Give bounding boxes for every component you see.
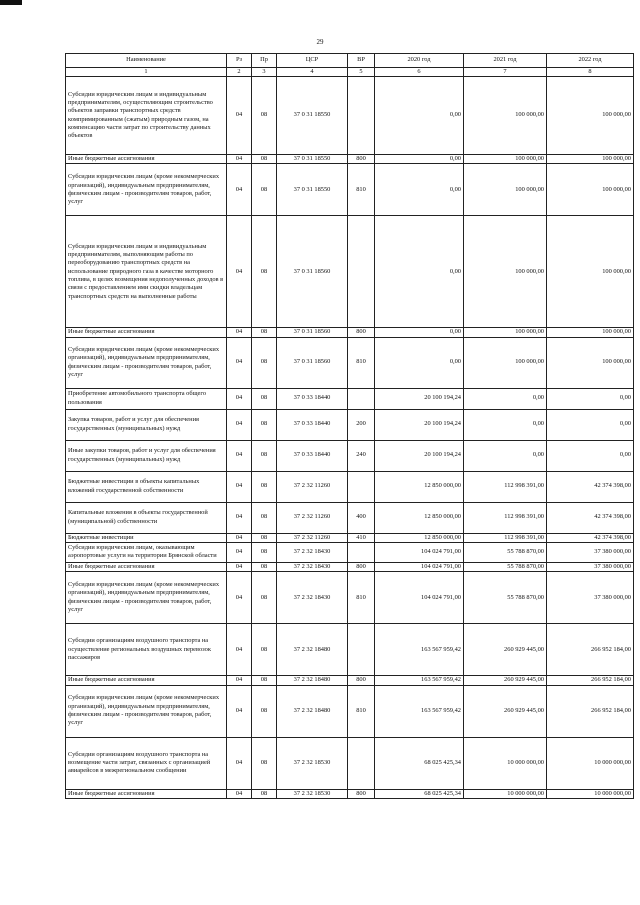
- row-value-2020: 20 100 194,24: [375, 440, 464, 471]
- row-csr: 37 2 32 18530: [277, 789, 348, 798]
- row-name: Субсидии юридическим лицам (кроме некоммерческих организаций), индивидуальным предпринимателям, физическим лицам - производителям товаров, работ, услуг: [66, 572, 227, 624]
- row-vr: [348, 624, 375, 676]
- row-rz: 04: [227, 624, 252, 676]
- column-number: 4: [277, 68, 348, 77]
- row-value-2020: 163 567 959,42: [375, 685, 464, 737]
- table-row: [66, 77, 634, 155]
- row-value-2022: 10 000 000,00: [547, 737, 634, 789]
- row-rz: 04: [227, 77, 252, 155]
- row-rz: 04: [227, 440, 252, 471]
- row-pr: 08: [252, 388, 277, 409]
- row-rz: 04: [227, 328, 252, 337]
- col-header-2021: 2021 год: [464, 54, 547, 68]
- row-value-2020: 0,00: [375, 155, 464, 164]
- row-name: Приобретение автомобильного транспорта общего пользования: [66, 388, 227, 409]
- row-value-2021: 55 788 870,00: [464, 572, 547, 624]
- col-header-vr: ВР: [348, 54, 375, 68]
- row-name: Субсидии организациям воздушного транспорта на осуществление региональных воздушных перевозок пассажиров: [66, 624, 227, 676]
- row-rz: 04: [227, 155, 252, 164]
- row-pr: 08: [252, 737, 277, 789]
- row-value-2022: 0,00: [547, 440, 634, 471]
- row-rz: 04: [227, 789, 252, 798]
- row-pr: 08: [252, 685, 277, 737]
- row-vr: [348, 471, 375, 502]
- row-value-2021: 0,00: [464, 440, 547, 471]
- row-value-2020: 20 100 194,24: [375, 388, 464, 409]
- table-row: [66, 155, 634, 164]
- row-csr: 37 2 32 11260: [277, 533, 348, 542]
- col-header-pr: Пр: [252, 54, 277, 68]
- col-header-rz: Рз: [227, 54, 252, 68]
- row-pr: 08: [252, 542, 277, 562]
- column-number: 1: [66, 68, 227, 77]
- column-number: 6: [375, 68, 464, 77]
- table-row: [66, 676, 634, 685]
- row-rz: 04: [227, 388, 252, 409]
- row-value-2022: 0,00: [547, 388, 634, 409]
- row-name: Субсидии юридическим лицам (кроме некоммерческих организаций), индивидуальным предпринимателям, физическим лицам - производителям товаров, работ, услуг: [66, 164, 227, 216]
- row-value-2021: 100 000,00: [464, 328, 547, 337]
- row-csr: 37 0 33 18440: [277, 440, 348, 471]
- row-value-2020: 0,00: [375, 164, 464, 216]
- row-value-2020: 163 567 959,42: [375, 624, 464, 676]
- row-rz: 04: [227, 216, 252, 328]
- row-pr: 08: [252, 533, 277, 542]
- row-value-2020: 68 025 425,34: [375, 789, 464, 798]
- row-name: Субсидии юридическим лицам и индивидуальным предпринимателям, выполняющим работы по переоборудованию транспортных средств на использование природного газа в качестве моторного топлива, в целях возмещения недополученных доходов в связи с предоставлением ими скидки владельцам транспортных средств на выполненные работы: [66, 216, 227, 328]
- row-vr: 800: [348, 789, 375, 798]
- row-vr: 800: [348, 562, 375, 571]
- table-row: [66, 542, 634, 562]
- row-name: Бюджетные инвестиции в объекты капитальных вложений государственной собственности: [66, 471, 227, 502]
- table-row: [66, 685, 634, 737]
- table-row: [66, 409, 634, 440]
- row-vr: 800: [348, 676, 375, 685]
- table-row: [66, 533, 634, 542]
- row-rz: 04: [227, 685, 252, 737]
- row-rz: 04: [227, 164, 252, 216]
- row-value-2021: 100 000,00: [464, 216, 547, 328]
- row-value-2021: 0,00: [464, 409, 547, 440]
- row-name: Иные закупки товаров, работ и услуг для обеспечения государственных (муниципальных) нужд: [66, 440, 227, 471]
- row-value-2021: 100 000,00: [464, 164, 547, 216]
- row-vr: 800: [348, 328, 375, 337]
- row-vr: [348, 542, 375, 562]
- row-vr: 810: [348, 685, 375, 737]
- row-name: Иные бюджетные ассигнования: [66, 562, 227, 571]
- row-value-2022: 266 952 184,00: [547, 624, 634, 676]
- row-value-2022: 10 000 000,00: [547, 789, 634, 798]
- row-csr: 37 0 31 18560: [277, 337, 348, 388]
- column-number-row: [66, 68, 634, 77]
- row-csr: 37 2 32 18480: [277, 676, 348, 685]
- col-header-2022: 2022 год: [547, 54, 634, 68]
- row-csr: 37 2 32 11260: [277, 502, 348, 533]
- column-number: 7: [464, 68, 547, 77]
- row-value-2020: 0,00: [375, 216, 464, 328]
- budget-table: [65, 53, 634, 799]
- row-name: Закупка товаров, работ и услуг для обеспечения государственных (муниципальных) нужд: [66, 409, 227, 440]
- table-row: [66, 562, 634, 571]
- row-pr: 08: [252, 216, 277, 328]
- row-value-2022: 266 952 184,00: [547, 685, 634, 737]
- row-value-2020: 12 850 000,00: [375, 533, 464, 542]
- row-value-2020: 0,00: [375, 77, 464, 155]
- row-value-2022: 37 380 000,00: [547, 542, 634, 562]
- row-csr: 37 0 31 18560: [277, 328, 348, 337]
- col-header-csr: ЦСР: [277, 54, 348, 68]
- row-value-2021: 100 000,00: [464, 77, 547, 155]
- table-row: [66, 624, 634, 676]
- row-name: Иные бюджетные ассигнования: [66, 676, 227, 685]
- table-row: [66, 164, 634, 216]
- header-row: [66, 54, 634, 68]
- column-number: 8: [547, 68, 634, 77]
- row-name: Субсидии организациям воздушного транспорта на возмещение части затрат, связанных с организацией авиарейсов в межрегиональном сообщении: [66, 737, 227, 789]
- row-csr: 37 0 31 18560: [277, 216, 348, 328]
- row-value-2021: 55 788 870,00: [464, 562, 547, 571]
- table-row: [66, 328, 634, 337]
- row-value-2021: 0,00: [464, 388, 547, 409]
- row-name: Субсидии юридическим лицам и индивидуальным предпринимателям, осуществляющим строительство объектов заправки транспортных средств компримированным (сжатым) природным газом, на компенсацию части затрат по строительству данных объектов: [66, 77, 227, 155]
- table-row: [66, 440, 634, 471]
- row-vr: 240: [348, 440, 375, 471]
- row-rz: 04: [227, 533, 252, 542]
- row-value-2022: 42 374 398,00: [547, 533, 634, 542]
- row-value-2020: 0,00: [375, 337, 464, 388]
- row-value-2021: 100 000,00: [464, 337, 547, 388]
- row-vr: 410: [348, 533, 375, 542]
- row-name: Иные бюджетные ассигнования: [66, 789, 227, 798]
- row-name: Субсидии юридическим лицам (кроме некоммерческих организаций), индивидуальным предпринимателям, физическим лицам - производителям товаров, работ, услуг: [66, 685, 227, 737]
- row-value-2021: 260 929 445,00: [464, 685, 547, 737]
- row-value-2020: 104 024 791,00: [375, 572, 464, 624]
- row-csr: 37 2 32 11260: [277, 471, 348, 502]
- row-pr: 08: [252, 502, 277, 533]
- row-vr: [348, 77, 375, 155]
- row-name: Субсидии юридическим лицам, оказывающим аэропортовые услуги на территории Брянской области: [66, 542, 227, 562]
- row-pr: 08: [252, 77, 277, 155]
- row-value-2022: 100 000,00: [547, 337, 634, 388]
- column-number: 3: [252, 68, 277, 77]
- row-value-2020: 0,00: [375, 328, 464, 337]
- row-name: Иные бюджетные ассигнования: [66, 155, 227, 164]
- row-value-2020: 104 024 791,00: [375, 542, 464, 562]
- row-pr: 08: [252, 164, 277, 216]
- row-csr: 37 0 31 18550: [277, 164, 348, 216]
- column-number: 2: [227, 68, 252, 77]
- row-value-2022: 0,00: [547, 409, 634, 440]
- row-pr: 08: [252, 562, 277, 571]
- row-value-2021: 10 000 000,00: [464, 737, 547, 789]
- row-pr: 08: [252, 471, 277, 502]
- row-rz: 04: [227, 542, 252, 562]
- row-value-2021: 260 929 445,00: [464, 624, 547, 676]
- row-value-2021: 100 000,00: [464, 155, 547, 164]
- row-vr: 800: [348, 155, 375, 164]
- row-rz: 04: [227, 572, 252, 624]
- row-value-2021: 10 000 000,00: [464, 789, 547, 798]
- row-value-2020: 12 850 000,00: [375, 502, 464, 533]
- table-row: [66, 737, 634, 789]
- row-csr: 37 0 31 18550: [277, 77, 348, 155]
- row-value-2021: 55 788 870,00: [464, 542, 547, 562]
- table-row: [66, 471, 634, 502]
- row-name: Бюджетные инвестиции: [66, 533, 227, 542]
- col-header-name: Наименование: [66, 54, 227, 68]
- row-value-2022: 42 374 398,00: [547, 502, 634, 533]
- row-rz: 04: [227, 737, 252, 789]
- row-value-2022: 266 952 184,00: [547, 676, 634, 685]
- row-value-2022: 100 000,00: [547, 328, 634, 337]
- row-csr: 37 2 32 18430: [277, 572, 348, 624]
- row-pr: 08: [252, 409, 277, 440]
- row-vr: [348, 388, 375, 409]
- column-number: 5: [348, 68, 375, 77]
- row-value-2021: 260 929 445,00: [464, 676, 547, 685]
- row-rz: 04: [227, 471, 252, 502]
- row-value-2021: 112 998 391,00: [464, 471, 547, 502]
- row-value-2021: 112 998 391,00: [464, 533, 547, 542]
- row-value-2020: 104 024 791,00: [375, 562, 464, 571]
- table-row: [66, 337, 634, 388]
- row-value-2022: 37 380 000,00: [547, 562, 634, 571]
- table-row: [66, 572, 634, 624]
- row-name: Капитальные вложения в объекты государственной (муниципальной) собственности: [66, 502, 227, 533]
- row-pr: 08: [252, 624, 277, 676]
- row-pr: 08: [252, 155, 277, 164]
- row-csr: 37 2 32 18480: [277, 624, 348, 676]
- row-value-2020: 68 025 425,34: [375, 737, 464, 789]
- row-rz: 04: [227, 409, 252, 440]
- row-value-2022: 100 000,00: [547, 155, 634, 164]
- row-rz: 04: [227, 337, 252, 388]
- table-row: [66, 502, 634, 533]
- col-header-2020: 2020 год: [375, 54, 464, 68]
- row-name: Иные бюджетные ассигнования: [66, 328, 227, 337]
- row-value-2021: 112 998 391,00: [464, 502, 547, 533]
- row-csr: 37 0 33 18440: [277, 388, 348, 409]
- row-pr: 08: [252, 328, 277, 337]
- row-csr: 37 2 32 18530: [277, 737, 348, 789]
- page-number: 29: [316, 38, 324, 46]
- row-csr: 37 2 32 18430: [277, 562, 348, 571]
- table-row: [66, 216, 634, 328]
- row-csr: 37 2 32 18430: [277, 542, 348, 562]
- row-vr: [348, 216, 375, 328]
- row-pr: 08: [252, 572, 277, 624]
- row-vr: 400: [348, 502, 375, 533]
- row-value-2020: 163 567 959,42: [375, 676, 464, 685]
- row-value-2022: 42 374 398,00: [547, 471, 634, 502]
- row-rz: 04: [227, 502, 252, 533]
- row-name: Субсидии юридическим лицам (кроме некоммерческих организаций), индивидуальным предпринимателям, физическим лицам - производителям товаров, работ, услуг: [66, 337, 227, 388]
- row-value-2020: 20 100 194,24: [375, 409, 464, 440]
- row-vr: 200: [348, 409, 375, 440]
- row-value-2022: 100 000,00: [547, 77, 634, 155]
- row-rz: 04: [227, 676, 252, 685]
- row-vr: 810: [348, 337, 375, 388]
- scan-edge-mark: [0, 0, 22, 5]
- row-rz: 04: [227, 562, 252, 571]
- row-vr: 810: [348, 164, 375, 216]
- row-value-2022: 37 380 000,00: [547, 572, 634, 624]
- row-value-2020: 12 850 000,00: [375, 471, 464, 502]
- row-value-2022: 100 000,00: [547, 164, 634, 216]
- row-pr: 08: [252, 789, 277, 798]
- row-csr: 37 0 33 18440: [277, 409, 348, 440]
- row-pr: 08: [252, 337, 277, 388]
- table-row: [66, 789, 634, 798]
- table-row: [66, 388, 634, 409]
- row-vr: 810: [348, 572, 375, 624]
- row-value-2022: 100 000,00: [547, 216, 634, 328]
- row-csr: 37 2 32 18480: [277, 685, 348, 737]
- row-pr: 08: [252, 676, 277, 685]
- row-csr: 37 0 31 18550: [277, 155, 348, 164]
- row-vr: [348, 737, 375, 789]
- row-pr: 08: [252, 440, 277, 471]
